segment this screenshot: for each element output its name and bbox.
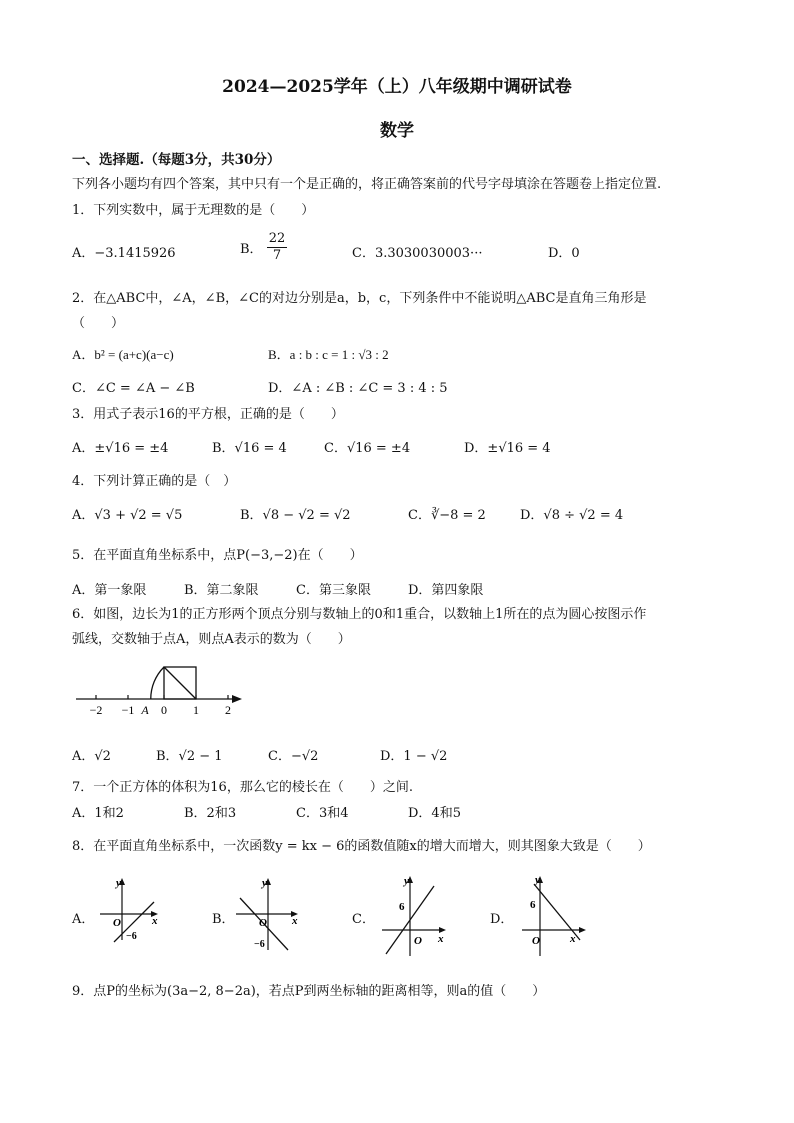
q3-option-a: A．±√16 = ±4 [72, 441, 169, 456]
q8a-y-label: y [116, 877, 121, 889]
q1-option-b-label: B． [240, 242, 263, 257]
q8-graph-d [518, 870, 590, 960]
q8c-intercept: 6 [399, 901, 405, 913]
question-9-stem: 9．点P的坐标为(3a−2, 8−2a)，若点P到两坐标轴的距离相等，则a的值（ ） [72, 984, 546, 999]
question-2-stem-line2: （ ） [72, 316, 125, 331]
q3-option-c: C．√16 = ±4 [324, 441, 411, 456]
q1-fraction [267, 231, 288, 264]
q8a-intercept: −6 [126, 931, 137, 942]
q6-label-neg2: −2 [89, 703, 103, 717]
q6-label-0: 0 [161, 703, 167, 717]
question-5-stem: 5．在平面直角坐标系中，点P(−3,−2)在（ ） [72, 548, 363, 563]
q5-option-b: B．第二象限 [184, 583, 259, 598]
question-4-stem: 4．下列计算正确的是（ ） [72, 474, 237, 489]
q8d-y-label: y [535, 874, 540, 886]
q8a-origin: O [113, 917, 121, 929]
q7-option-c: C．3和4 [296, 806, 349, 821]
question-3-stem: 3．用式子表示16的平方根，正确的是（ ） [72, 407, 344, 422]
q1-option-a: A．−3.1415926 [72, 246, 176, 261]
q8d-x-label: x [570, 933, 576, 945]
q8-option-b-label: B． [212, 912, 235, 927]
q8d-origin: O [532, 935, 540, 947]
q8-option-a-label: A． [72, 912, 95, 927]
q5-option-d: D．第四象限 [408, 583, 484, 598]
q6-option-b: B．√2 − 1 [156, 749, 223, 764]
exam-title: 2024—2025学年（上）八年级期中调研试卷 [222, 77, 572, 97]
q1-option-d: D．0 [548, 246, 580, 261]
q8b-origin: O [259, 917, 267, 929]
q3-option-b: B．√16 = 4 [212, 441, 287, 456]
q2-option-d: D．∠A : ∠B : ∠C = 3 : 4 : 5 [268, 381, 448, 396]
q8c-origin: O [414, 935, 422, 947]
subject-title: 数学 [380, 121, 414, 141]
q8c-y-label: y [404, 875, 409, 887]
q8b-intercept: −6 [254, 939, 265, 950]
q4-option-b: B．√8 − √2 = √2 [240, 508, 351, 523]
question-8-stem: 8．在平面直角坐标系中，一次函数y = kx − 6的函数值随x的增大而增大，则其图象大致是（ ） [72, 839, 651, 854]
q6-number-line-figure [72, 655, 252, 717]
section-heading: 一、选择题.（每题3分，共30分） [72, 152, 281, 168]
q1-option-b [240, 231, 287, 264]
q6-option-a: A．√2 [72, 749, 111, 764]
question-6-stem-line1: 6．如图，边长为1的正方形两个顶点分别与数轴上的0和1重合，以数轴上1所在的点为圆心按图示作 [72, 607, 647, 622]
q8-graph-a [96, 872, 162, 944]
q5-option-a: A．第一象限 [72, 583, 147, 598]
q8-graph-b [232, 872, 302, 952]
q8d-line [534, 884, 580, 940]
q6-diagonal [164, 667, 196, 699]
q7-option-d: D．4和5 [408, 806, 461, 821]
q1-option-c: C．3.3030030003··· [352, 246, 483, 261]
q2-option-a: A．b² = (a+c)(a−c) [72, 347, 174, 362]
question-6-stem-line2: 弧线，交数轴于点A，则点A表示的数为（ ） [72, 632, 351, 647]
question-7-stem: 7．一个正方体的体积为16，那么它的棱长在（ ）之间. [72, 780, 413, 795]
q4-option-c: C．∛−8 = 2 [408, 508, 486, 523]
q3-option-d: D．±√16 = 4 [464, 441, 551, 456]
q6-label-neg1: −1 [121, 703, 135, 717]
q5-option-c: C．第三象限 [296, 583, 371, 598]
q8-graph-c [378, 870, 450, 960]
q1-fraction-num: 22 [268, 231, 286, 246]
q7-option-a: A．1和2 [72, 806, 124, 821]
q8b-x-label: x [292, 915, 298, 927]
q1-fraction-den: 7 [272, 248, 282, 263]
q6-label-1: 1 [193, 703, 199, 717]
q8c-x-label: x [438, 933, 444, 945]
q8-option-d-label: D． [490, 912, 514, 927]
q8a-x-label: x [152, 915, 158, 927]
q7-option-b: B．2和3 [184, 806, 237, 821]
q6-axis-arrow [232, 695, 242, 703]
q2-option-b: B．a : b : c = 1 : √3 : 2 [268, 347, 389, 362]
q8-option-c-label: C． [352, 912, 375, 927]
q4-option-d: D．√8 ÷ √2 = 4 [520, 508, 624, 523]
q8b-y-label: y [262, 877, 267, 889]
q6-option-c: C．−√2 [268, 749, 319, 764]
q6-label-a: A [141, 703, 149, 717]
q8d-x-arrow [579, 927, 586, 933]
question-2-stem-line1: 2．在△ABC中，∠A，∠B，∠C的对边分别是a，b，c，下列条件中不能说明△ABC是直角三角形是 [72, 291, 647, 306]
q2-option-c: C．∠C = ∠A − ∠B [72, 381, 195, 396]
question-1-stem: 1．下列实数中，属于无理数的是（ ） [72, 203, 315, 218]
q6-arc [151, 667, 164, 699]
q4-option-a: A．√3 + √2 = √5 [72, 508, 183, 523]
section-instructions: 下列各小题均有四个答案，其中只有一个是正确的，将正确答案前的代号字母填涂在答题卷上指定位置. [72, 177, 662, 192]
q8d-intercept: 6 [530, 899, 536, 911]
q6-option-d: D．1 − √2 [380, 749, 448, 764]
q6-label-2: 2 [225, 703, 231, 717]
